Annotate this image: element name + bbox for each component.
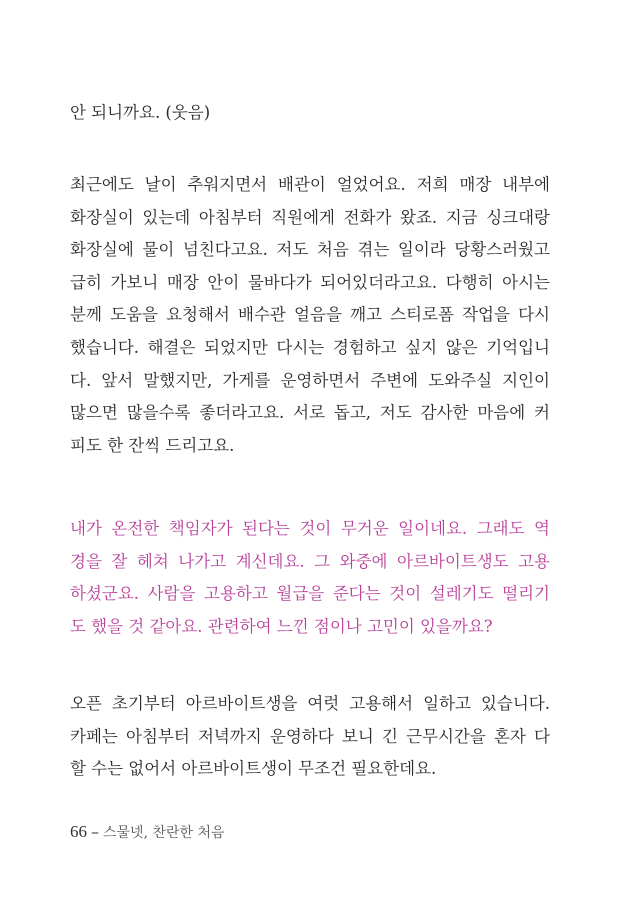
- text-line: 했습니다. 해결은 되었지만 다시는 경험하고 싶지 않은 기억입니: [70, 337, 550, 357]
- text-line: 화장실에 물이 넘친다고요. 저도 처음 겪는 일이라 당황스러웠고: [70, 240, 550, 260]
- text-line: 다. 앞서 말했지만, 가게를 운영하면서 주변에 도와주실 지인이: [70, 370, 550, 390]
- paragraph-question: [70, 513, 550, 643]
- text-line: 경을 잘 헤쳐 나가고 계신데요. 그 와중에 아르바이트생도 고용: [70, 551, 550, 571]
- paragraph-answer-2: [70, 169, 550, 462]
- text-line: 안 되니까요. (웃음): [70, 103, 211, 122]
- page-number: 66: [70, 822, 87, 841]
- text-line: 내가 온전한 책임자가 된다는 것이 무거운 일이네요. 그래도 역: [70, 519, 550, 538]
- book-title: 스물넷, 찬란한 처음: [103, 825, 225, 841]
- text-line: 하셨군요. 사람을 고용하고 월급을 준다는 것이 설레기도 떨리기: [70, 584, 550, 604]
- text-line: 급히 가보니 매장 안이 물바다가 되어있더라고요. 다행히 아시는: [70, 272, 550, 292]
- paragraph-answer-1: [70, 97, 550, 130]
- text-line: 카페는 아침부터 저녁까지 운영하다 보니 긴 근무시간을 혼자 다: [70, 726, 550, 746]
- text-line: 피도 한 잔씩 드리고요.: [70, 435, 235, 455]
- text-line: 도 했을 것 같아요. 관련하여 느낀 점이나 고민이 있을까요?: [70, 616, 493, 636]
- text-line: 오픈 초기부터 아르바이트생을 여럿 고용해서 일하고 있습니다.: [70, 694, 550, 713]
- text-line: 최근에도 날이 추워지면서 배관이 얼었어요. 저희 매장 내부에: [70, 175, 550, 194]
- text-line: 분께 도움을 요청해서 배수관 얼음을 깨고 스티로폼 작업을 다시: [70, 305, 550, 325]
- text-line: 화장실이 있는데 아침부터 직원에게 전화가 왔죠. 지금 싱크대랑: [70, 207, 550, 227]
- page-footer: [70, 822, 225, 842]
- text-line: 할 수는 없어서 아르바이트생이 무조건 필요한데요.: [70, 759, 437, 779]
- footer-separator: –: [91, 822, 99, 841]
- paragraph-answer-3: [70, 688, 550, 786]
- text-line: 많으면 많을수록 좋더라고요. 서로 돕고, 저도 감사한 마음에 커: [70, 403, 550, 423]
